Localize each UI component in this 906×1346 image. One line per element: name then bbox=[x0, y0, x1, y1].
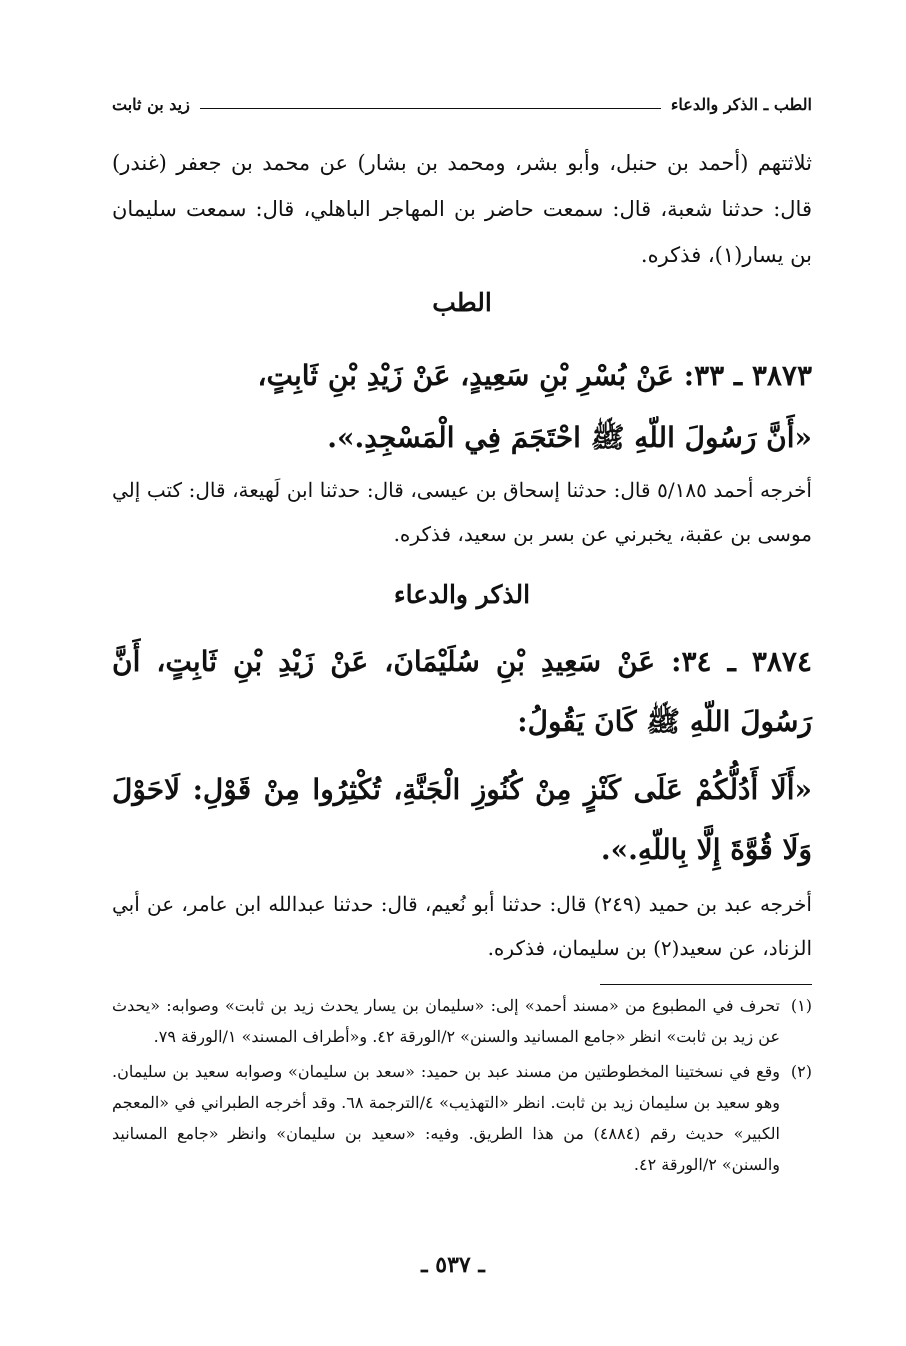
section-title-medicine: الطب bbox=[432, 288, 492, 317]
intro-paragraph: ثلاثتهم (أحمد بن حنبل، وأبو بشر، ومحمد بن بشار) عن محمد بن جعفر (غندر) قال: حدثنا شعبة، قال: سمعت حاضر بن المهاجر الباهلي، قال: سمعت سليمان بن يسار(١)، فذكره. bbox=[112, 151, 812, 267]
hadith-3874-takhrij: أخرجه عبد بن حميد (٢٤٩) قال: حدثنا أبو نُعيم، قال: حدثنا عبدالله ابن عامر، عن أبي الزناد، عن سعيد(٢) بن سليمان، فذكره. bbox=[112, 892, 812, 960]
footnote-1 bbox=[112, 990, 812, 1052]
footnote-text: وقع في نسختينا المخطوطتين من مسند عبد بن حميد: «سعد بن سليمان» وصوابه سعيد بن سليمان. وهو سعيد بن سليمان زيد بن ثابت. انظر «التهذيب» ٤/الترجمة ٦٨. وقد أخرجه الطبراني في «المعجم الكبير» حديث رقم (٤٨٨٤) من هذا الطريق. وفيه: «سعيد بن سليمان» وانظر «جامع المسانيد والسنن» ٢/الورقة ٤٢. bbox=[112, 1062, 781, 1174]
hadith-3874-isnad: ٣٨٧٤ ـ ٣٤: عَنْ سَعِيدِ بْنِ سُلَيْمَانَ، عَنْ زَيْدِ بْنِ ثَابِتٍ، أَنَّ رَسُولَ اللّهِ ﷺ كَانَ يَقُولُ: bbox=[112, 645, 812, 738]
hadith-3873-matn: «أَنَّ رَسُولَ اللّهِ ﷺ احْتَجَمَ فِي الْمَسْجِدِ.». bbox=[327, 421, 812, 454]
hadith-3873-takhrij: أخرجه أحمد ٥/١٨٥ قال: حدثنا إسحاق بن عيسى، قال: حدثنا ابن لَهيعة، قال: كتب إلي موسى بن عقبة، يخبرني عن بسر بن سعيد، فذكره. bbox=[112, 478, 812, 546]
hadith-3874-matn: «أَلَا أَدُلُّكُمْ عَلَى كَنْزٍ مِنْ كُنُوزِ الْجَنَّةِ، تُكْثِرُوا مِنْ قَوْلِ: لَاحَوْلَ وَلَا قُوَّةَ إِلَّا بِاللّهِ.». bbox=[112, 773, 812, 866]
header-section-title: الطب ـ الذكر والدعاء bbox=[670, 94, 812, 114]
running-header bbox=[112, 90, 812, 118]
header-rule bbox=[200, 108, 661, 109]
section-title-dhikr: الذكر والدعاء bbox=[393, 580, 531, 609]
footnote-number: (٢) bbox=[790, 1062, 812, 1081]
footnote-separator bbox=[600, 984, 812, 985]
page-number: ـ ٥٣٧ ـ bbox=[421, 1252, 485, 1278]
footnote-2 bbox=[112, 1056, 812, 1180]
footnote-number: (١) bbox=[790, 996, 812, 1015]
hadith-3873-isnad: ٣٨٧٣ ـ ٣٣: عَنْ بُسْرِ بْنِ سَعِيدٍ، عَنْ زَيْدِ بْنِ ثَابِتٍ، bbox=[257, 359, 812, 392]
header-chapter-title: زيد بن ثابت bbox=[112, 94, 190, 114]
footnotes bbox=[112, 990, 812, 1184]
footnote-text: تحرف في المطبوع من «مسند أحمد» إلى: «سليمان بن يسار يحدث زيد بن ثابت» وصوابه: «يحدث عن زيد بن ثابت» انظر «جامع المسانيد والسنن» ٢/الورقة ٤٢. و«أطراف المسند» ١/الورقة ٧٩. bbox=[112, 996, 780, 1046]
